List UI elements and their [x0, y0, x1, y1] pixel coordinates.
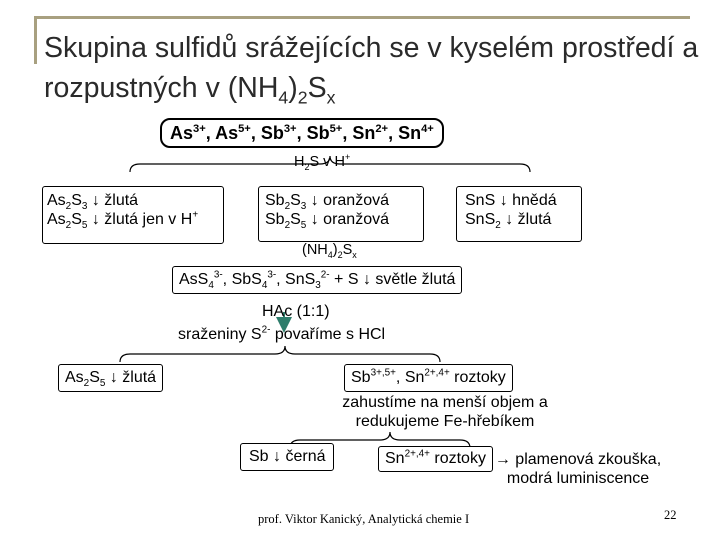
- sb-black-box: [240, 443, 334, 471]
- concentrate-label: zahustíme na menší objem a redukujeme Fe-hřebíkem: [342, 394, 548, 430]
- flame-test-label: → plamenová zkouška, modrá luminiscence: [494, 451, 662, 487]
- sb-black-text: Sb ↓ černá: [249, 448, 326, 465]
- sb-precipitate-text: $Sb_2S_3$ ↓ oranžová $Sb_2S_5$ ↓ oranžová: [265, 192, 389, 232]
- reagent-polysulfide: $(NH_4)_2S_x$: [302, 242, 357, 260]
- ions-text: $As^{3+}$, $As^{5+}$, $Sb^{3+}$, $Sb^{5+}$, $Sn^{2+}$, $Sn^{4+}$: [170, 123, 434, 143]
- slide-title: Skupina sulfidů srážejících se v kyselém prostředí a rozpustných v $(NH_4)_2S_x$: [44, 32, 699, 108]
- as-precipitate-box: [42, 186, 224, 244]
- sn-precipitate-text: SnS ↓ hnědá SnS$_2$ ↓ žlutá: [465, 192, 557, 232]
- as2s5-text: $As_2S_5$ ↓ žlutá: [65, 369, 157, 390]
- boil-hcl-label: sraženiny $S^{2-}$ povaříme s HCl: [178, 324, 386, 343]
- footer-author: prof. Viktor Kanický, Analytická chemie I: [258, 512, 470, 526]
- sn-solution-text: $Sn^{2+,4+}$ roztoky: [385, 448, 486, 467]
- as2s5-box: [58, 364, 163, 392]
- reagent-h2s: $H_2S$ v H+: [294, 152, 351, 172]
- sb-sn-solution-box: [344, 364, 513, 392]
- sb-precipitate-box: [258, 186, 424, 242]
- thio-anions-box: [172, 266, 462, 294]
- sn-precipitate-box: [456, 186, 582, 242]
- brace-hcl: [120, 346, 440, 362]
- hac-label: HAc (1:1): [262, 303, 330, 320]
- ions-box: [160, 118, 444, 148]
- thio-anions-text: AsS$_4^{3-}$, SbS$_4^{3-}$, SnS$_3^{2-}$ + S ↓ světle žlutá: [179, 269, 456, 292]
- sb-sn-solution-text: $Sb^{3+,5+}$, $Sn^{2+,4+}$ roztoky: [351, 367, 506, 386]
- page-number: 22: [664, 508, 677, 522]
- as-precipitate-text: $As_2S_3$ ↓ žlutá $As_2S_5$ ↓ žlutá jen v H+: [47, 192, 199, 232]
